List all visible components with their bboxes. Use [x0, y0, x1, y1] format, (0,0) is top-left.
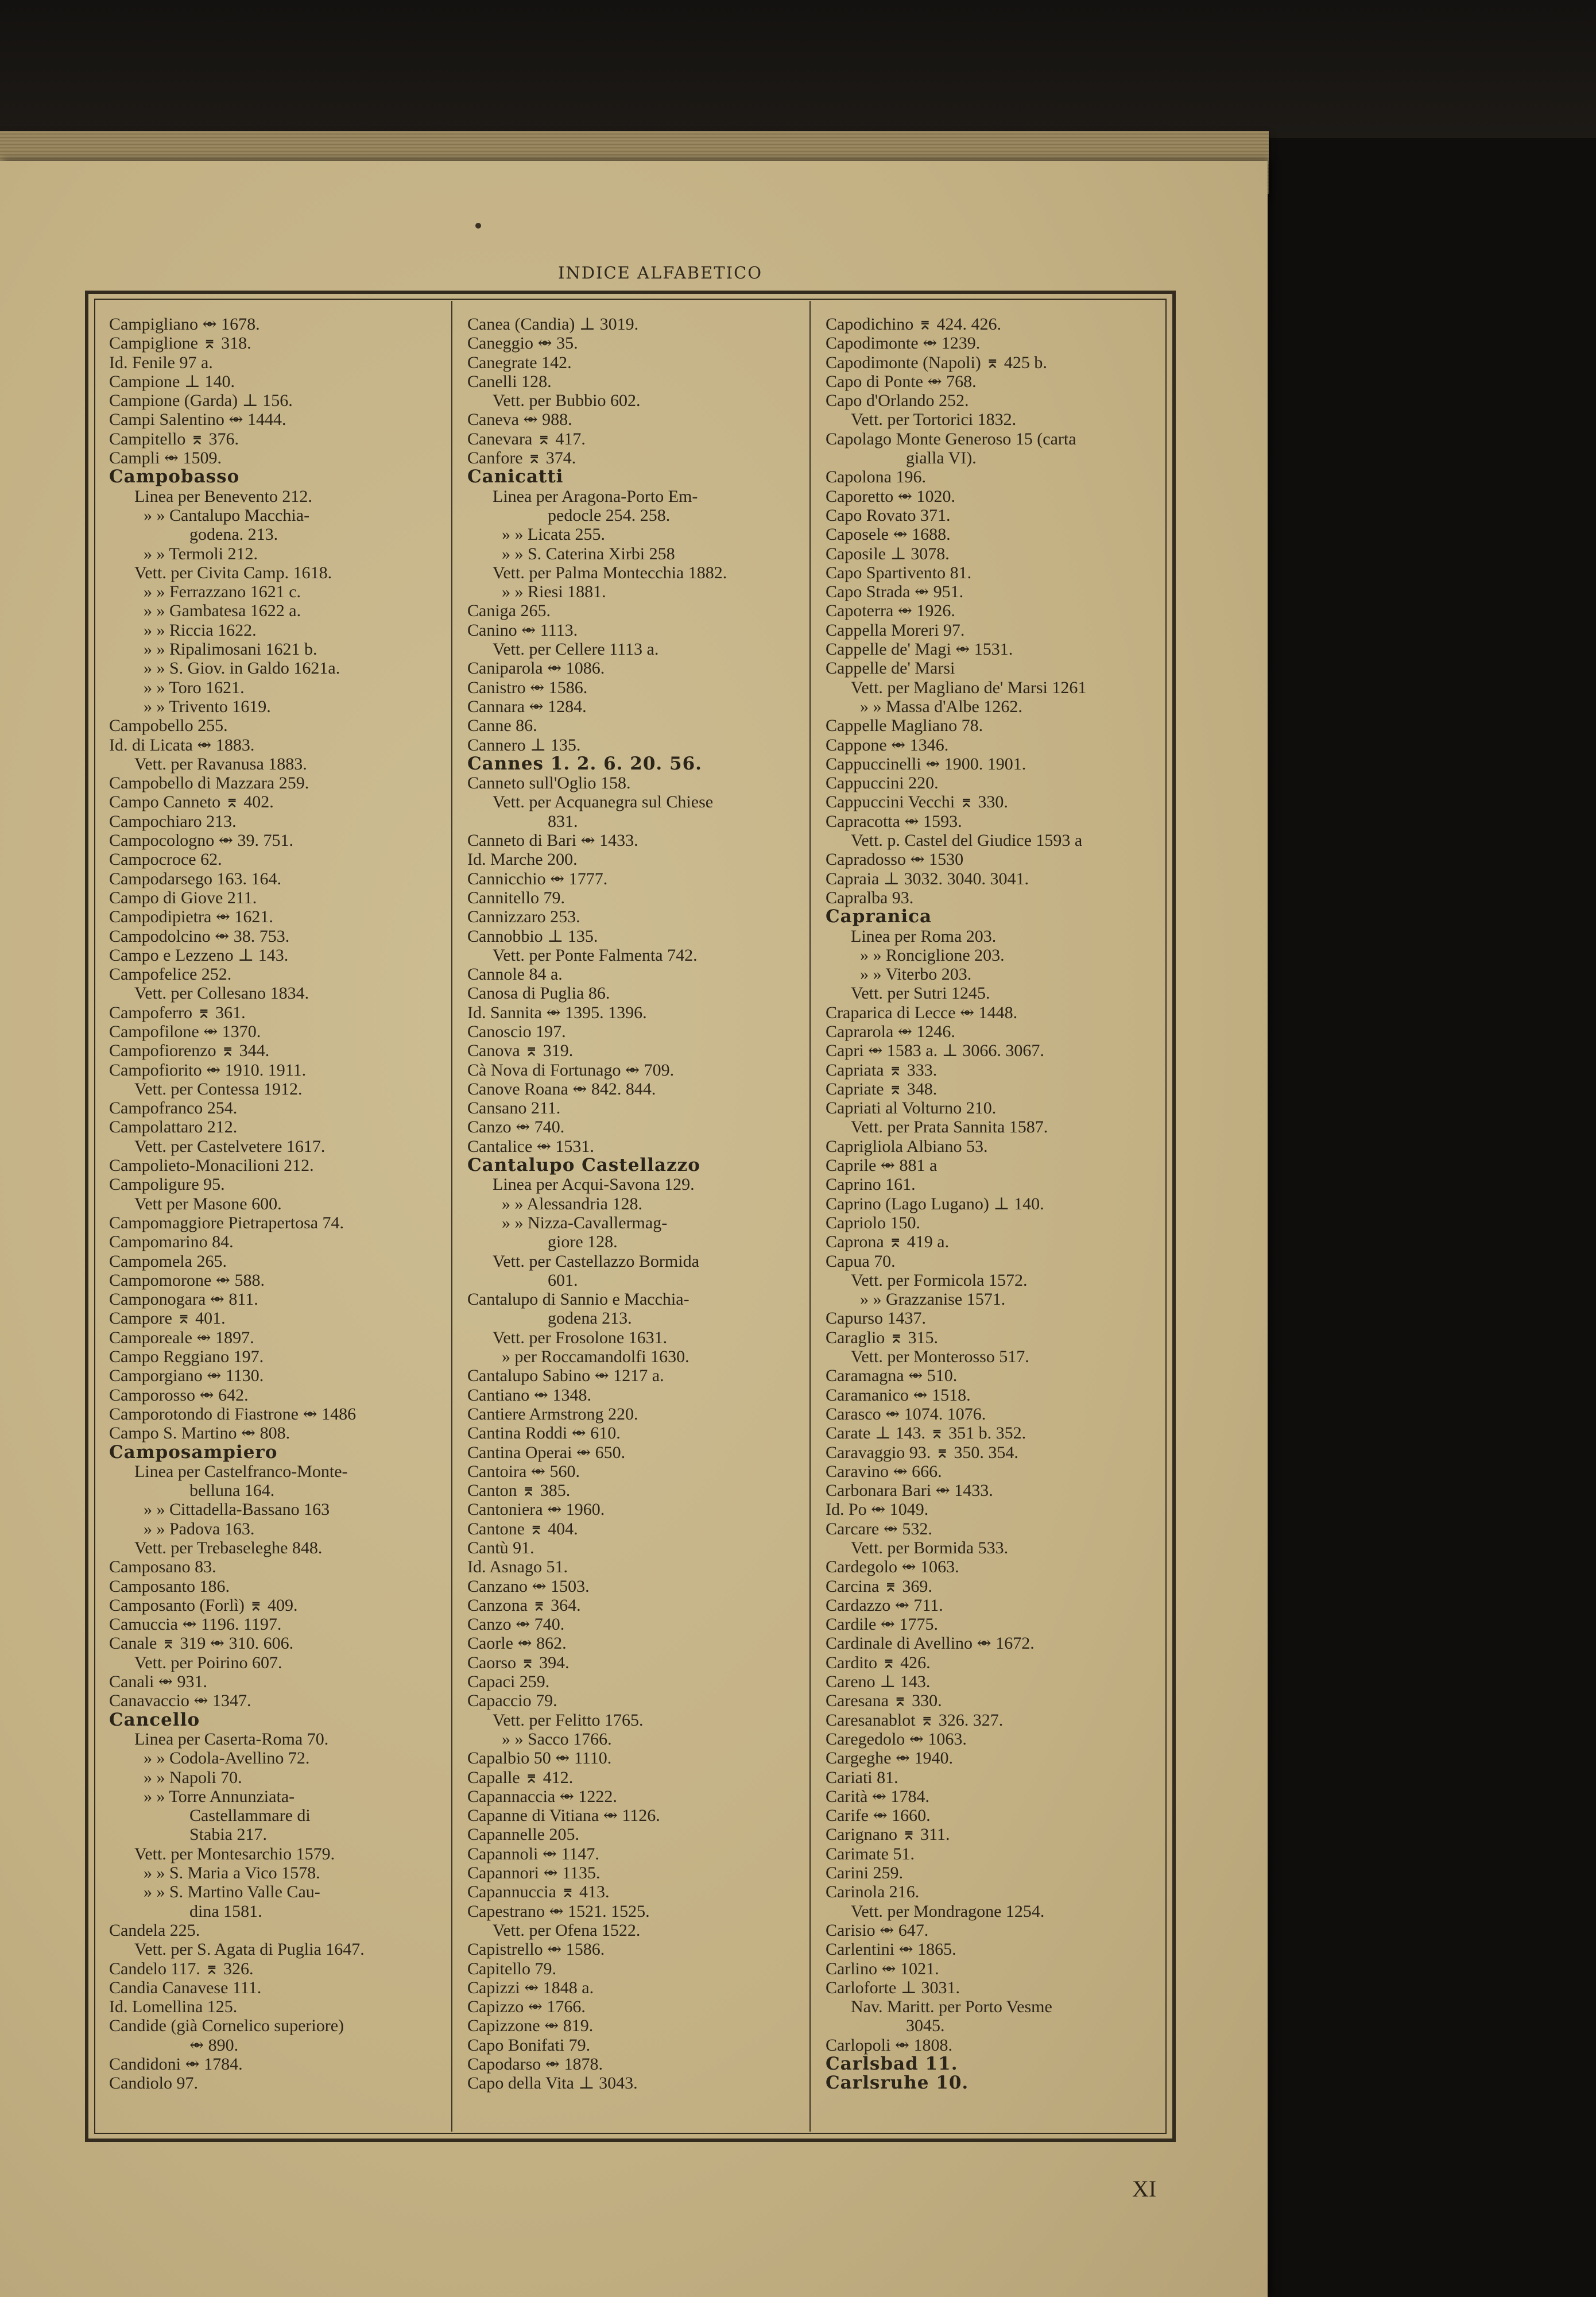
index-entry: Linea per Benevento 212. — [134, 486, 312, 506]
index-entry: Nav. Maritt. per Porto Vesme — [851, 1997, 1052, 2017]
index-entry: Vett. per Bubbio 602. — [493, 391, 641, 411]
index-entry: Campoligure 95. — [109, 1175, 225, 1194]
index-entry: Camuccia ⥈ 1196. 1197. — [109, 1615, 282, 1634]
index-entry: Carlentini ⥈ 1865. — [826, 1940, 956, 1959]
index-entry: Cappelle de' Magi ⥈ 1531. — [826, 640, 1013, 659]
index-entry: Capodimonte ⥈ 1239. — [826, 334, 981, 353]
index-entry: Capriata ⌆ 333. — [826, 1060, 938, 1080]
index-entry: Capoterra ⥈ 1926. — [826, 601, 955, 621]
index-entry: Vett. per Contessa 1912. — [134, 1079, 303, 1099]
index-entry: Cappella Moreri 97. — [826, 620, 965, 640]
index-entry: Cantalupo di Sannio e Macchia- — [467, 1290, 689, 1309]
ink-dot — [475, 223, 481, 229]
index-entry: Canicatti — [467, 466, 564, 488]
index-entry: Caniga 265. — [467, 601, 551, 621]
index-entry: » » Riesi 1881. — [502, 582, 606, 602]
index-entry: » » Alessandria 128. — [502, 1194, 642, 1213]
index-entry: Vett. per Formicola 1572. — [851, 1270, 1028, 1290]
index-entry: Canevara ⌆ 417. — [467, 429, 586, 448]
book-page — [0, 161, 1268, 2297]
index-entry: Campomorone ⥈ 588. — [109, 1270, 265, 1290]
index-entry: Camposampiero — [109, 1441, 278, 1463]
index-entry: » » Cantalupo Macchia- — [144, 505, 310, 525]
index-entry: godena 213. — [548, 1309, 632, 1328]
index-entry: Campomela 265. — [109, 1251, 227, 1271]
index-entry: Caprino 161. — [826, 1175, 916, 1194]
index-entry: » » S. Giov. in Galdo 1621a. — [144, 659, 340, 678]
index-entry: Capurso 1437. — [826, 1309, 926, 1328]
index-entry: 601. — [548, 1270, 578, 1290]
index-entry: Capua 70. — [826, 1251, 896, 1271]
index-entry: Vett. per Cellere 1113 a. — [493, 640, 659, 659]
index-entry: Campocroce 62. — [109, 850, 222, 869]
index-entry: Cappelle Magliano 78. — [826, 716, 983, 736]
index-entry: Capradosso ⥈ 1530 — [826, 850, 964, 869]
index-entry: Campoferro ⌆ 361. — [109, 1003, 246, 1022]
index-entry: Vett. per Poirino 607. — [134, 1653, 282, 1672]
index-entry: » » Toro 1621. — [144, 678, 245, 697]
index-entry: Cannicchio ⥈ 1777. — [467, 869, 608, 888]
index-entry: Cansano 211. — [467, 1099, 561, 1118]
dark-background — [0, 0, 1596, 138]
index-entry: Campolieto-Monacilioni 212. — [109, 1156, 314, 1175]
index-entry: Capannoli ⥈ 1147. — [467, 1844, 599, 1863]
index-entry: » » Grazzanise 1571. — [860, 1290, 1006, 1309]
index-entry: Capalle ⌆ 412. — [467, 1768, 574, 1787]
index-entry: Candia Canavese 111. — [109, 1978, 262, 1997]
index-entry: Linea per Caserta-Roma 70. — [134, 1729, 329, 1749]
index-entry: Caneggio ⥈ 35. — [467, 334, 578, 353]
index-entry: Capriati al Volturno 210. — [826, 1099, 997, 1118]
index-entry: Campo Reggiano 197. — [109, 1347, 264, 1367]
index-entry: Campo di Giove 211. — [109, 888, 257, 907]
index-entry: Canne 86. — [467, 716, 537, 736]
index-entry: Carlsbad 11. — [826, 2054, 958, 2075]
index-entry: Caprino (Lago Lugano) ⊥ 140. — [826, 1194, 1044, 1213]
index-entry: Carbonara Bari ⥈ 1433. — [826, 1481, 993, 1501]
index-entry: Vett. per Felitto 1765. — [493, 1710, 644, 1730]
index-entry: Caravaggio 93. ⌆ 350. 354. — [826, 1443, 1018, 1462]
index-entry: Carasco ⥈ 1074. 1076. — [826, 1404, 986, 1424]
index-entry: Campione ⊥ 140. — [109, 372, 235, 391]
index-entry: Canino ⥈ 1113. — [467, 620, 578, 640]
index-entry: Caramanico ⥈ 1518. — [826, 1385, 971, 1405]
index-entry: Camporeale ⥈ 1897. — [109, 1328, 254, 1347]
index-entry: Campli ⥈ 1509. — [109, 448, 222, 468]
index-entry: Canton ⌆ 385. — [467, 1481, 571, 1501]
index-entry: Campofelice 252. — [109, 965, 232, 984]
index-entry: Canzo ⥈ 740. — [467, 1615, 565, 1634]
index-entry: Canavaccio ⥈ 1347. — [109, 1691, 251, 1711]
index-entry: Vett. per S. Agata di Puglia 1647. — [134, 1940, 365, 1959]
index-entry: Vett. per Palma Montecchia 1882. — [493, 563, 727, 582]
index-entry: Cannobbio ⊥ 135. — [467, 926, 598, 946]
index-entry: Capracotta ⥈ 1593. — [826, 811, 962, 831]
index-entry: Campofilone ⥈ 1370. — [109, 1022, 261, 1041]
index-entry: » » Torre Annunziata- — [144, 1786, 295, 1806]
index-entry: Capaccio 79. — [467, 1691, 557, 1711]
index-entry: Cannara ⥈ 1284. — [467, 697, 587, 716]
index-entry: Campobello di Mazzara 259. — [109, 774, 309, 793]
index-entry: Campo e Lezzeno ⊥ 143. — [109, 945, 289, 965]
index-entry: Carignano ⌆ 311. — [826, 1825, 950, 1844]
index-entry: Caresanablot ⌆ 326. 327. — [826, 1710, 1004, 1730]
index-entry: Cappuccini 220. — [826, 774, 939, 793]
index-entry: Vett. per Montesarchio 1579. — [134, 1844, 335, 1863]
index-entry: Cariati 81. — [826, 1768, 898, 1787]
index-entry: Capo di Ponte ⥈ 768. — [826, 372, 977, 391]
index-entry: » » Trivento 1619. — [144, 697, 271, 716]
index-entry: Vett. p. Castel del Giudice 1593 a — [851, 831, 1083, 850]
index-entry: godena. 213. — [189, 525, 278, 544]
index-entry: Id. Asnago 51. — [467, 1557, 568, 1577]
index-entry: Caraglio ⌆ 315. — [826, 1328, 938, 1347]
index-entry: Capistrello ⥈ 1586. — [467, 1940, 605, 1959]
index-entry: Vett. per Monterosso 517. — [851, 1347, 1029, 1367]
index-entry: Vett. per Tortorici 1832. — [851, 410, 1017, 430]
index-entry: Vett. per Ofena 1522. — [493, 1920, 641, 1940]
index-entry: Cappelle de' Marsi — [826, 659, 955, 678]
index-entry: Vett. per Acquanegra sul Chiese — [493, 792, 714, 812]
index-entry: Vett. per Civita Camp. 1618. — [134, 563, 332, 582]
column-rule — [809, 301, 811, 2132]
index-entry: Capanne di Vitiana ⥈ 1126. — [467, 1806, 660, 1826]
index-entry: Campofranco 254. — [109, 1099, 238, 1118]
index-entry: Id. Po ⥈ 1049. — [826, 1500, 929, 1519]
index-entry: Campione (Garda) ⊥ 156. — [109, 391, 293, 411]
index-entry: Capodimonte (Napoli) ⌆ 425 b. — [826, 353, 1047, 372]
index-entry: Camposanto 186. — [109, 1576, 230, 1596]
index-entry: Id. Lomellina 125. — [109, 1997, 238, 2017]
index-entry: Capizzo ⥈ 1766. — [467, 1997, 586, 2017]
index-entry: Capranica — [826, 906, 932, 927]
index-entry: » » Ripalimosani 1621 b. — [144, 640, 317, 659]
index-entry: Capannori ⥈ 1135. — [467, 1863, 601, 1883]
index-entry: » » Massa d'Albe 1262. — [860, 697, 1022, 716]
index-entry: Canosa di Puglia 86. — [467, 984, 610, 1003]
index-entry: Cantiere Armstrong 220. — [467, 1404, 638, 1424]
index-entry: Carisio ⥈ 647. — [826, 1920, 929, 1940]
index-entry: Vett. per Magliano de' Marsi 1261 — [851, 678, 1087, 697]
index-entry: Campobello 255. — [109, 716, 228, 736]
index-entry: Cà Nova di Fortunago ⥈ 709. — [467, 1060, 675, 1080]
index-entry: giore 128. — [548, 1232, 618, 1252]
index-entry: Caposile ⊥ 3078. — [826, 544, 950, 563]
index-entry: Cantalupo Castellazzo — [467, 1155, 700, 1176]
index-entry: Cantina Roddi ⥈ 610. — [467, 1424, 621, 1443]
index-entry: » » Licata 255. — [502, 525, 605, 544]
index-entry: Vett. per Prata Sannita 1587. — [851, 1117, 1048, 1137]
index-entry: Campocologno ⥈ 39. 751. — [109, 831, 293, 850]
index-entry: Capodichino ⌆ 424. 426. — [826, 315, 1001, 334]
index-entry: Candide (già Cornelico superiore) — [109, 2016, 344, 2036]
index-entry: Id. Fenile 97 a. — [109, 353, 213, 372]
index-entry: Vett. per Castelvetere 1617. — [134, 1136, 326, 1156]
index-entry: » » Padova 163. — [144, 1519, 255, 1538]
index-entry: Capo Bonifati 79. — [467, 2035, 591, 2055]
index-entry: Campore ⌆ 401. — [109, 1309, 226, 1328]
index-entry: Capannaccia ⥈ 1222. — [467, 1786, 617, 1806]
index-entry: Capo Rovato 371. — [826, 505, 951, 525]
index-entry: Caprona ⌆ 419 a. — [826, 1232, 950, 1252]
index-entry: Capannelle 205. — [467, 1825, 579, 1844]
page-header-title: INDICE ALFABETICO — [557, 263, 763, 283]
index-entry: Campobasso — [109, 466, 240, 488]
index-entry: Caprigliola Albiano 53. — [826, 1136, 988, 1156]
index-entry: Vett per Masone 600. — [134, 1194, 282, 1213]
index-entry: Cantoniera ⥈ 1960. — [467, 1500, 605, 1519]
index-entry: Craparica di Lecce ⥈ 1448. — [826, 1003, 1018, 1022]
index-entry: ⥈ 890. — [189, 2035, 239, 2055]
index-entry: Capri ⥈ 1583 a. ⊥ 3066. 3067. — [826, 1041, 1044, 1061]
index-entry: Campigliano ⥈ 1678. — [109, 315, 260, 334]
index-entry: Cannole 84 a. — [467, 965, 563, 984]
index-entry: Candidoni ⥈ 1784. — [109, 2055, 243, 2074]
index-entry: Linea per Roma 203. — [851, 926, 997, 946]
index-entry: Cannes 1. 2. 6. 20. 56. — [467, 753, 702, 774]
index-entry: Cannero ⊥ 135. — [467, 735, 581, 755]
index-entry: Cappuccini Vecchi ⌆ 330. — [826, 792, 1008, 812]
index-entry: Carinola 216. — [826, 1882, 920, 1902]
index-entry: Cardito ⌆ 426. — [826, 1653, 931, 1672]
index-entry: Camporgiano ⥈ 1130. — [109, 1366, 264, 1386]
index-entry: Carife ⥈ 1660. — [826, 1806, 931, 1826]
index-entry: Capriate ⌆ 348. — [826, 1079, 938, 1099]
index-entry: Caravino ⥈ 666. — [826, 1461, 942, 1481]
index-entry: Campodipietra ⥈ 1621. — [109, 907, 273, 927]
index-entry: Cantina Operai ⥈ 650. — [467, 1443, 626, 1462]
index-entry: Canale ⌆ 319 ⥈ 310. 606. — [109, 1634, 294, 1653]
index-entry: Vett. per Ravanusa 1883. — [134, 754, 307, 774]
index-entry: Capo d'Orlando 252. — [826, 391, 969, 411]
index-entry: Campofiorito ⥈ 1910. 1911. — [109, 1060, 307, 1080]
index-entry: Caprarola ⥈ 1246. — [826, 1022, 955, 1041]
index-entry: » » Sacco 1766. — [502, 1729, 612, 1749]
index-entry: Vett. per Mondragone 1254. — [851, 1901, 1045, 1921]
index-entry: » » Ferrazzano 1621 c. — [144, 582, 301, 602]
index-entry: Carloforte ⊥ 3031. — [826, 1978, 960, 1997]
index-entry: Camporotondo di Fiastrone ⥈ 1486 — [109, 1404, 357, 1424]
index-entry: Careno ⊥ 143. — [826, 1672, 931, 1692]
index-entry: » » Codola-Avellino 72. — [144, 1749, 310, 1768]
index-entry: Canzano ⥈ 1503. — [467, 1576, 590, 1596]
index-entry: Vett. per Collesano 1834. — [134, 984, 309, 1003]
index-entry: Vett. per Sutri 1245. — [851, 984, 990, 1003]
index-entry: Canove Roana ⥈ 842. 844. — [467, 1079, 656, 1099]
index-entry: Caposele ⥈ 1688. — [826, 525, 951, 544]
column-rule — [451, 301, 452, 2132]
index-entry: Caorso ⌆ 394. — [467, 1653, 570, 1672]
index-entry: Campolattaro 212. — [109, 1117, 238, 1137]
index-entry: Vett. per Trebaseleghe 848. — [134, 1538, 323, 1557]
index-entry: » » S. Caterina Xirbi 258 — [502, 544, 675, 563]
index-entry: Carità ⥈ 1784. — [826, 1786, 929, 1806]
index-entry: Cannizzaro 253. — [467, 907, 580, 927]
page-number: XI — [1132, 2176, 1157, 2202]
index-entry: Carate ⊥ 143. ⌆ 351 b. 352. — [826, 1424, 1026, 1443]
index-entry: » » Termoli 212. — [144, 544, 258, 563]
index-entry: » » Napoli 70. — [144, 1768, 242, 1787]
index-entry: Castellammare di — [189, 1806, 311, 1826]
index-entry: Canea (Candia) ⊥ 3019. — [467, 315, 639, 334]
index-entry: Campo S. Martino ⥈ 808. — [109, 1424, 290, 1443]
index-entry: Cardegolo ⥈ 1063. — [826, 1557, 959, 1577]
index-entry: Candela 225. — [109, 1920, 200, 1940]
index-entry: Campiglione ⌆ 318. — [109, 334, 251, 353]
index-entry: Canzo ⥈ 740. — [467, 1117, 565, 1137]
index-entry: Camporosso ⥈ 642. — [109, 1385, 249, 1405]
index-entry: Campochiaro 213. — [109, 811, 237, 831]
index-entry: Stabia 217. — [189, 1825, 267, 1844]
index-entry: Canneto di Bari ⥈ 1433. — [467, 831, 638, 850]
index-entry: Caporetto ⥈ 1020. — [826, 486, 955, 506]
index-entry: 3045. — [906, 2016, 945, 2036]
index-entry: Cancello — [109, 1709, 200, 1730]
index-entry: Campofiorenzo ⌆ 344. — [109, 1041, 270, 1061]
index-entry: Camposano 83. — [109, 1557, 216, 1577]
index-entry: Linea per Aragona-Porto Em- — [493, 486, 698, 506]
index-entry: Caregedolo ⥈ 1063. — [826, 1729, 967, 1749]
index-entry: Campi Salentino ⥈ 1444. — [109, 410, 286, 430]
index-entry: Vett. per Frosolone 1631. — [493, 1328, 668, 1347]
index-entry: Campitello ⌆ 376. — [109, 429, 239, 448]
index-entry: Campomarino 84. — [109, 1232, 234, 1252]
index-entry: Canova ⌆ 319. — [467, 1041, 574, 1061]
index-entry: Carlsruhe 10. — [826, 2072, 969, 2094]
index-entry: Capannuccia ⌆ 413. — [467, 1882, 610, 1902]
index-entry: Cantone ⌆ 404. — [467, 1519, 578, 1538]
index-entry: Canfore ⌆ 374. — [467, 448, 576, 468]
index-entry: Capitello 79. — [467, 1959, 556, 1978]
index-entry: Linea per Acqui-Savona 129. — [493, 1175, 695, 1194]
index-entry: Capaci 259. — [467, 1672, 550, 1692]
index-entry: Cardazzo ⥈ 711. — [826, 1595, 943, 1615]
index-column-2 — [467, 315, 806, 2093]
index-entry: Capriolo 150. — [826, 1213, 920, 1232]
index-column-1 — [109, 315, 448, 2093]
index-entry: Canoscio 197. — [467, 1022, 566, 1041]
index-entry: Capo Strada ⥈ 951. — [826, 582, 964, 602]
index-entry: Carcina ⌆ 369. — [826, 1576, 932, 1596]
index-entry: Cappuccinelli ⥈ 1900. 1901. — [826, 754, 1026, 774]
index-entry: » » Cittadella-Bassano 163 — [144, 1500, 330, 1519]
index-entry: Capolona 196. — [826, 467, 926, 487]
index-entry: Capodarso ⥈ 1878. — [467, 2055, 603, 2074]
index-entry: Cardinale di Avellino ⥈ 1672. — [826, 1634, 1035, 1653]
index-entry: Cantiano ⥈ 1348. — [467, 1385, 591, 1405]
index-entry: Caorle ⥈ 862. — [467, 1634, 567, 1653]
index-entry: Capolago Monte Generoso 15 (carta — [826, 429, 1076, 448]
index-entry: Candelo 117. ⌆ 326. — [109, 1959, 254, 1978]
index-entry: Canelli 128. — [467, 372, 552, 391]
index-entry: Canzona ⌆ 364. — [467, 1595, 581, 1615]
index-entry: Camposanto (Forlì) ⌆ 409. — [109, 1595, 298, 1615]
index-entry: Id. Sannita ⥈ 1395. 1396. — [467, 1003, 647, 1022]
index-entry: Canneto sull'Oglio 158. — [467, 774, 631, 793]
index-entry: Campodarsego 163. 164. — [109, 869, 281, 888]
index-entry: dina 1581. — [189, 1901, 262, 1921]
index-entry: Capizzi ⥈ 1848 a. — [467, 1978, 594, 1997]
index-entry: » per Roccamandolfi 1630. — [502, 1347, 689, 1367]
index-entry: Caresana ⌆ 330. — [826, 1691, 942, 1711]
index-entry: » » S. Martino Valle Cau- — [144, 1882, 320, 1902]
index-entry: Cantalice ⥈ 1531. — [467, 1136, 594, 1156]
index-entry: Canistro ⥈ 1586. — [467, 678, 588, 697]
index-entry: Campodolcino ⥈ 38. 753. — [109, 926, 290, 946]
index-entry: » » Nizza-Cavallermag- — [502, 1213, 668, 1232]
index-entry: Linea per Castelfranco-Monte- — [134, 1461, 348, 1481]
index-entry: Capo della Vita ⊥ 3043. — [467, 2074, 638, 2093]
index-column-3 — [826, 315, 1164, 2093]
index-entry: Campo Canneto ⌆ 402. — [109, 792, 274, 812]
index-entry: Vett. per Castellazzo Bormida — [493, 1251, 699, 1271]
index-entry: Carini 259. — [826, 1863, 903, 1883]
index-entry: Cantù 91. — [467, 1538, 534, 1557]
index-entry: Carlino ⥈ 1021. — [826, 1959, 939, 1978]
index-entry: Capizzone ⥈ 819. — [467, 2016, 594, 2036]
index-entry: Canegrate 142. — [467, 353, 572, 372]
index-entry: Capo Spartivento 81. — [826, 563, 972, 582]
index-entry: Carimate 51. — [826, 1844, 915, 1863]
index-entry: Cardile ⥈ 1775. — [826, 1615, 938, 1634]
index-entry: belluna 164. — [189, 1481, 275, 1501]
index-entry: Campomaggiore Pietrapertosa 74. — [109, 1213, 344, 1232]
index-entry: Capestrano ⥈ 1521. 1525. — [467, 1901, 650, 1921]
index-entry: Candiolo 97. — [109, 2074, 198, 2093]
index-entry: Cappone ⥈ 1346. — [826, 735, 949, 755]
index-entry: » » Viterbo 203. — [860, 965, 972, 984]
index-entry: Carlopoli ⥈ 1808. — [826, 2035, 952, 2055]
index-entry: Id. Marche 200. — [467, 850, 578, 869]
index-entry: gialla VI). — [906, 448, 977, 468]
index-entry: Capalbio 50 ⥈ 1110. — [467, 1749, 612, 1768]
index-entry: Capraia ⊥ 3032. 3040. 3041. — [826, 869, 1029, 888]
index-entry: Cannitello 79. — [467, 888, 565, 907]
index-entry: Camponogara ⥈ 811. — [109, 1290, 258, 1309]
index-entry: » » S. Maria a Vico 1578. — [144, 1863, 320, 1883]
index-entry: 831. — [548, 811, 578, 831]
index-entry: Capralba 93. — [826, 888, 914, 907]
index-entry: Carcare ⥈ 532. — [826, 1519, 932, 1538]
index-entry: » » Gambatesa 1622 a. — [144, 601, 301, 621]
index-entry: Caramagna ⥈ 510. — [826, 1366, 958, 1386]
index-entry: Caneva ⥈ 988. — [467, 410, 572, 430]
index-entry: » » Riccia 1622. — [144, 620, 257, 640]
index-entry: Caprile ⥈ 881 a — [826, 1156, 938, 1175]
index-entry: Id. di Licata ⥈ 1883. — [109, 735, 255, 755]
index-entry: Cargeghe ⥈ 1940. — [826, 1749, 954, 1768]
index-entry: » » Ronciglione 203. — [860, 945, 1005, 965]
index-entry: Canali ⥈ 931. — [109, 1672, 207, 1692]
index-entry: Vett. per Ponte Falmenta 742. — [493, 945, 698, 965]
index-entry: Caniparola ⥈ 1086. — [467, 659, 605, 678]
index-entry: Cantalupo Sabino ⥈ 1217 a. — [467, 1366, 664, 1386]
index-entry: Cantoira ⥈ 560. — [467, 1461, 580, 1481]
index-entry: Vett. per Bormida 533. — [851, 1538, 1009, 1557]
index-entry: pedocle 254. 258. — [548, 505, 671, 525]
